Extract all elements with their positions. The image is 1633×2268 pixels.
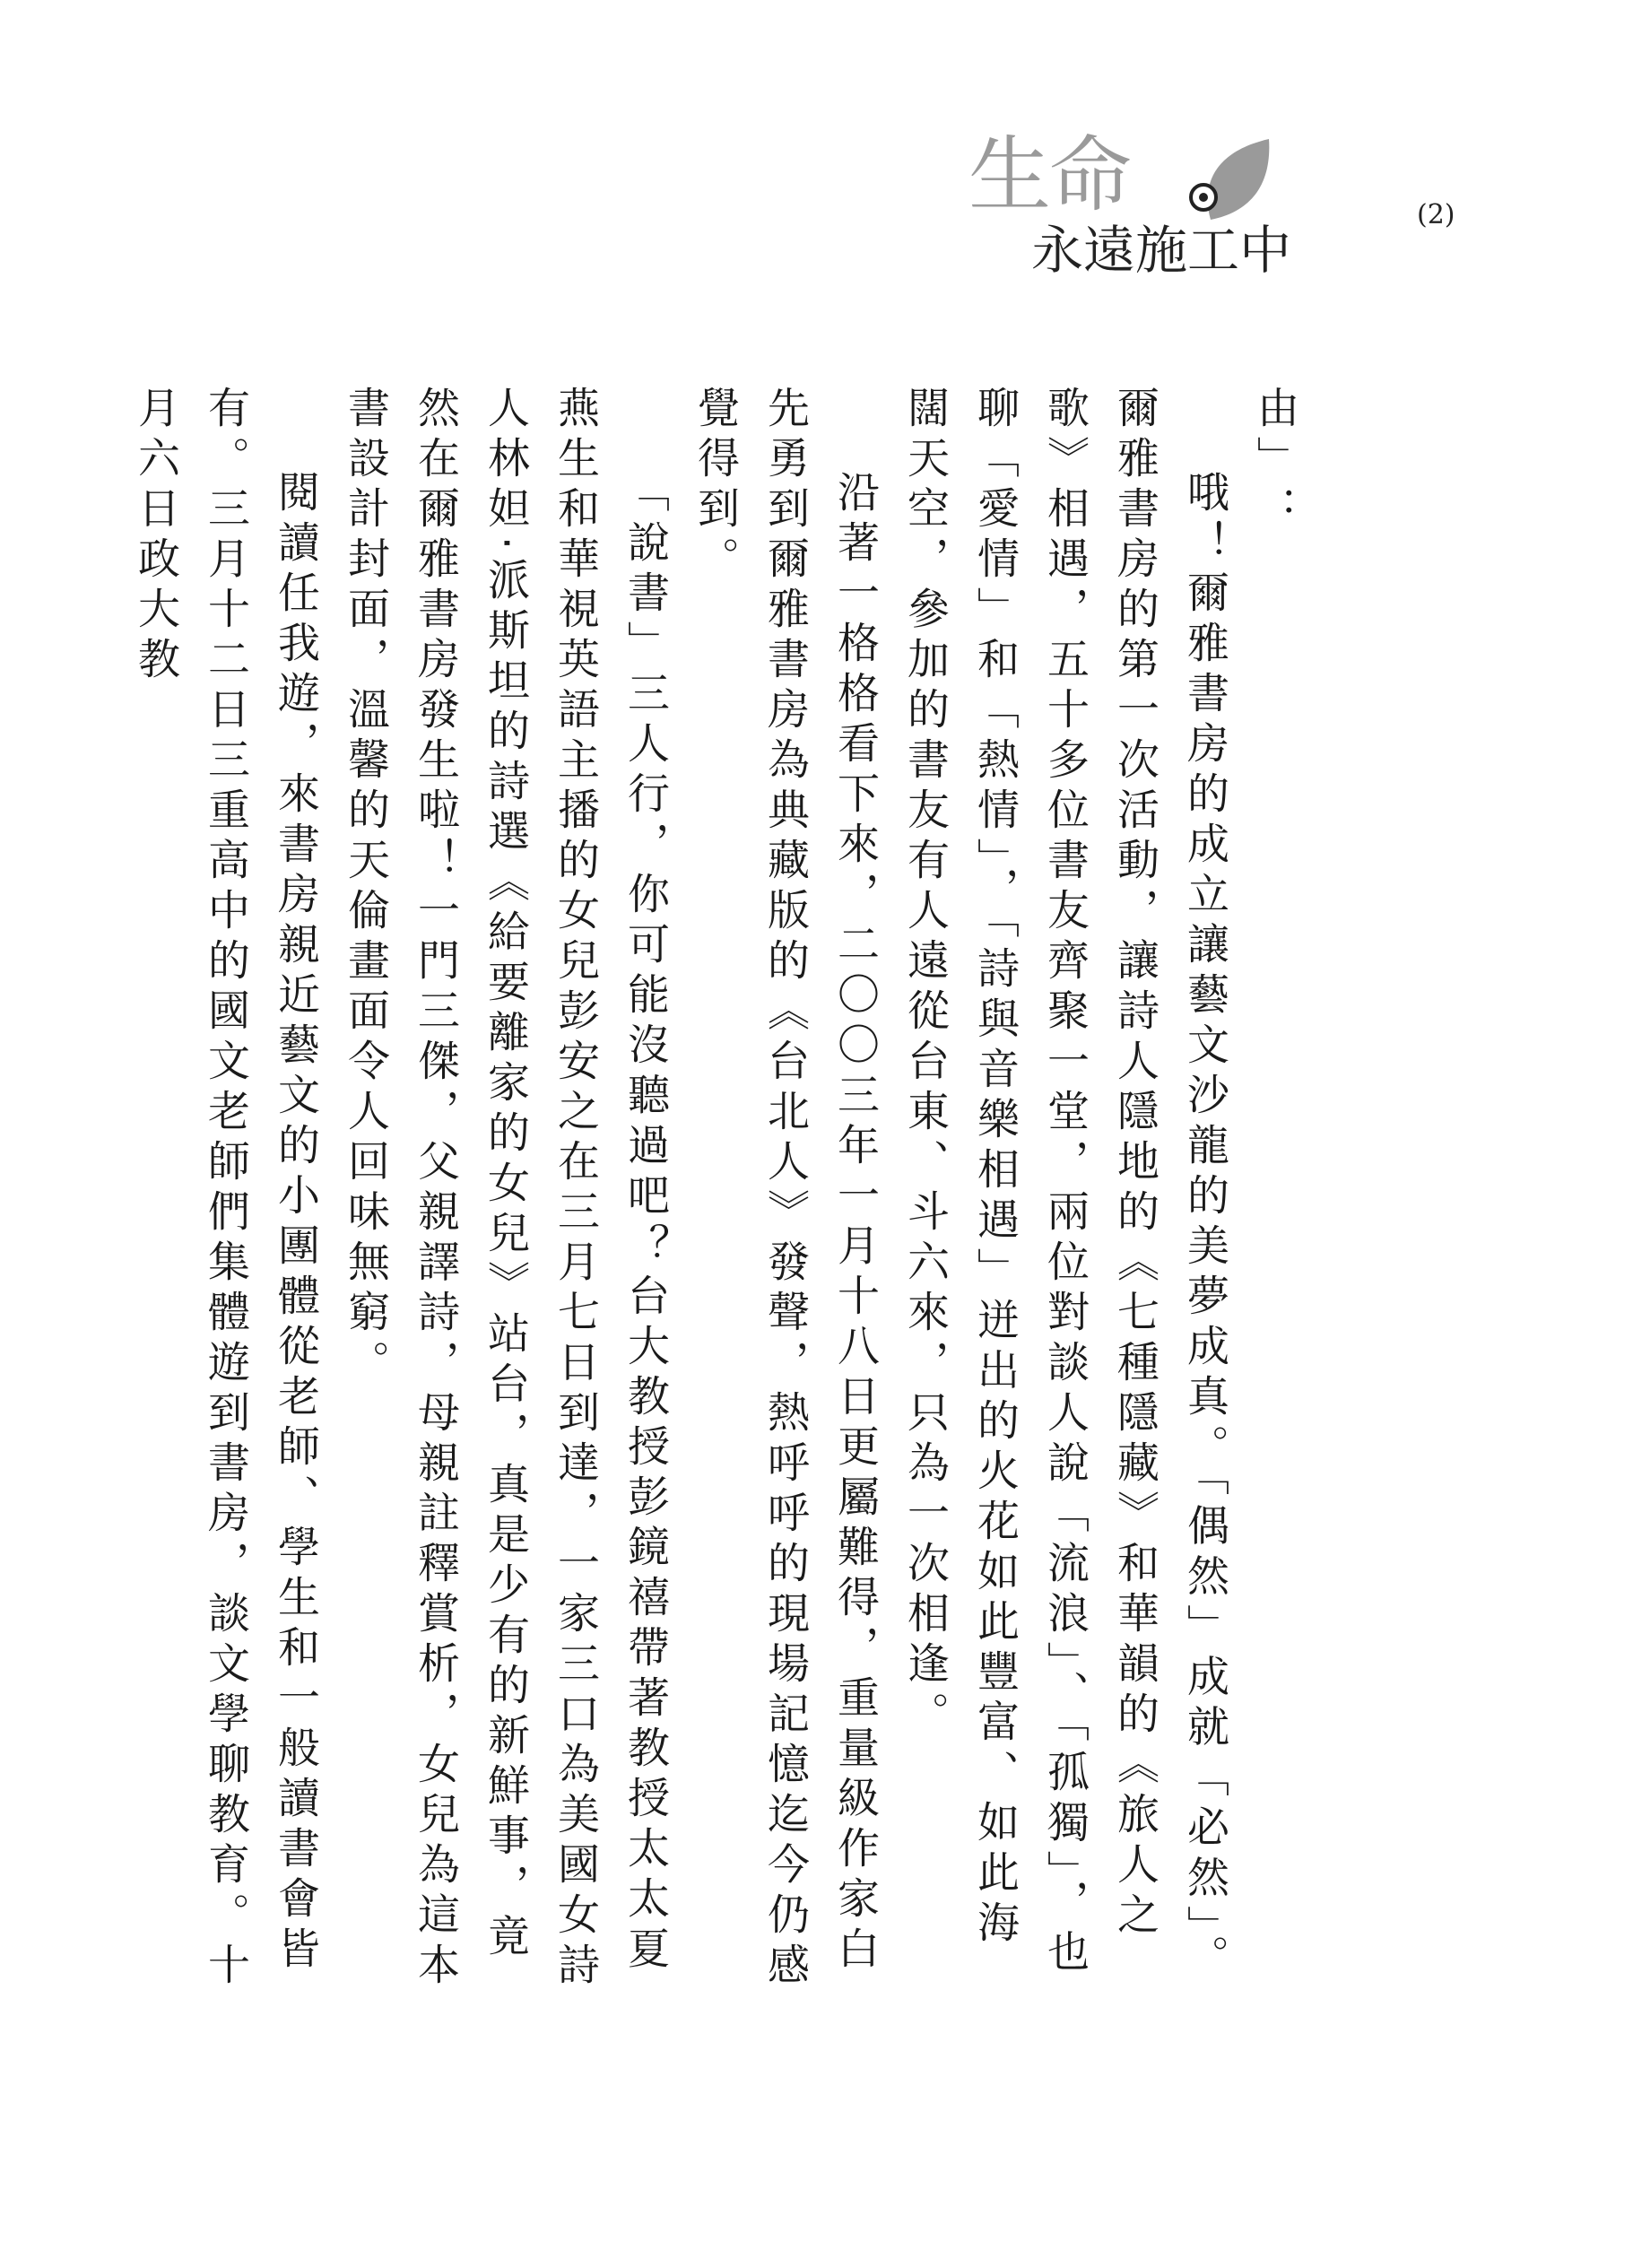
- paragraph: 哦！爾雅書房的成立讓藝文沙龍的美夢成真。「偶然」成就「必然」。爾雅書房的第一次活動，讓詩人隱地的《七種隱藏》和華韻的《旅人之歌》相遇，五十多位書友齊聚一堂，兩位對談人說「流浪」、「孤獨」，也聊「愛情」和「熱情」，「詩與音樂相遇」迸出的火花如此豐富、如此海闊天空，參加的書友有人遠從台東、斗六來，只為一次相逢。: [900, 386, 1229, 1985]
- leaf-icon: [1193, 135, 1273, 224]
- paragraph: 閱讀任我遊，來書房親近藝文的小團體從老師、學生和一般讀書會皆有。三月十二日三重高中的國文老師們集體遊到書房，談文學聊教育。十月六日政大教: [131, 386, 320, 1993]
- book-title-sub: 永遠施工中: [1031, 220, 1292, 281]
- vertical-body-text: [131, 386, 1309, 2000]
- book-title-main: 生命: [969, 127, 1131, 223]
- paragraph-continuation: 由」：: [1250, 386, 1299, 536]
- paragraph: 沿著一格格看下來，二〇〇三年一月十八日更屬難得，重量級作家白先勇到爾雅書房為典藏版的《台北人》發聲，熱呼呼的現場記憶迄今仍感覺得到。: [691, 386, 880, 1993]
- paragraph: 「說書」三人行，你可能沒聽過吧？台大教授彭鏡禧帶著教授太太夏燕生和華視英語主播的女兒彭安之在三月七日到達，一家三口為美國女詩人林妲‧派斯坦的詩選《給要離家的女兒》站台，真是少有的新鮮事，竟然在爾雅書房發生啦！一門三傑，父親譯詩，母親註釋賞析，女兒為這本書設計封面，溫馨的天倫畫面令人回味無窮。: [341, 386, 670, 1993]
- page-number: (2): [1417, 199, 1455, 230]
